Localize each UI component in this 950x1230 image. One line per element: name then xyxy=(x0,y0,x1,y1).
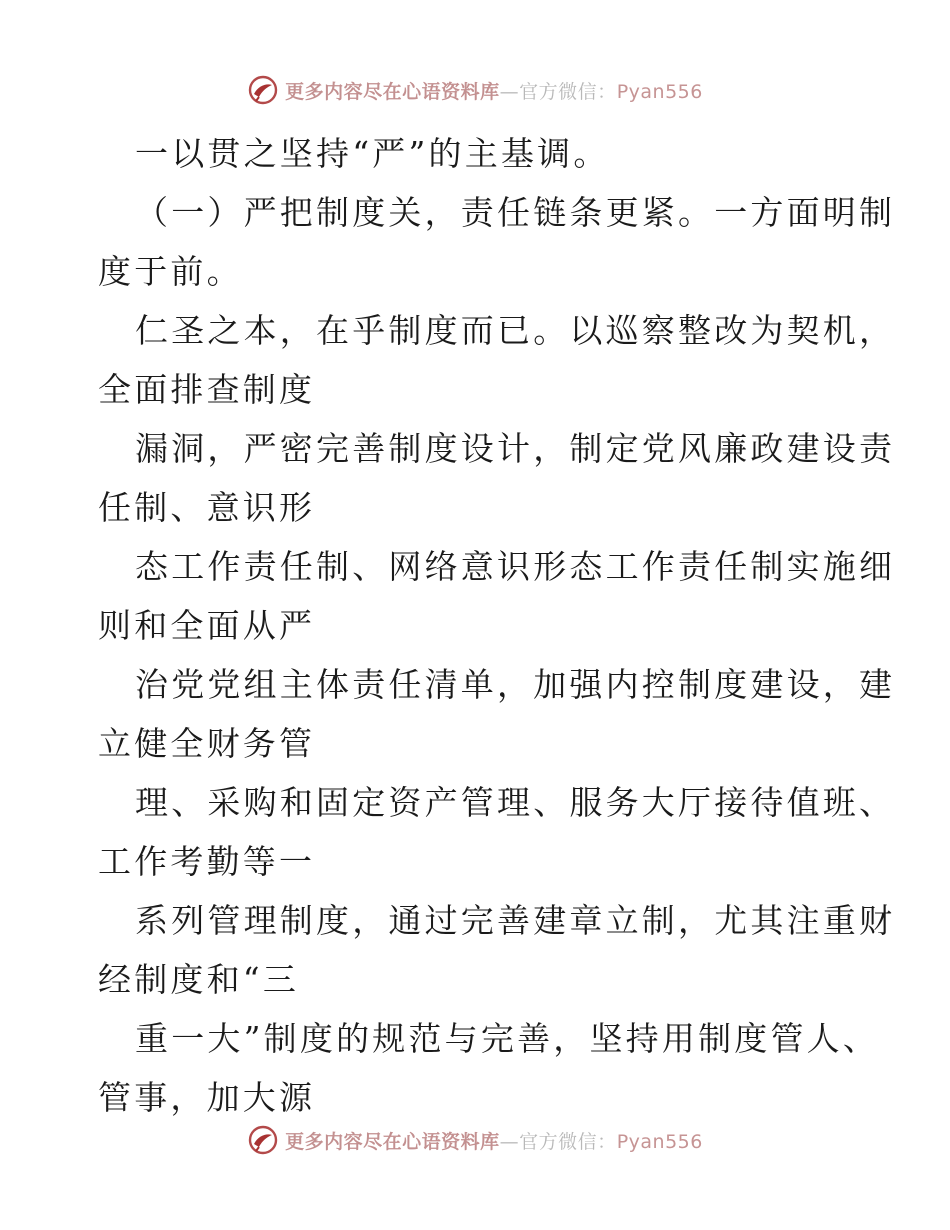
body-line: 立健全财务管 xyxy=(98,724,316,763)
body-line: 经制度和“三 xyxy=(98,960,300,999)
watermark-separator: — xyxy=(499,1130,520,1153)
ink-pen-logo-icon xyxy=(247,74,279,106)
watermark-wechat-id: Pyan556 xyxy=(616,80,703,103)
watermark-separator: — xyxy=(499,80,520,103)
body-line: 重一大”制度的规范与完善，坚持用制度管人、 xyxy=(135,1019,880,1058)
body-line: 态工作责任制、网络意识形态工作责任制实施细 xyxy=(135,547,896,586)
body-line: 系列管理制度，通过完善建章立制，尤其注重财 xyxy=(135,901,896,940)
footer-watermark xyxy=(0,1120,950,1160)
watermark-text xyxy=(285,1127,703,1154)
body-line: 治党党组主体责任清单，加强内控制度建设，建 xyxy=(135,665,896,704)
body-line: 则和全面从严 xyxy=(98,606,316,645)
ink-pen-logo-icon xyxy=(247,1124,279,1156)
watermark-brand: 更多内容尽在心语资料库 xyxy=(285,1130,500,1153)
body-line: 漏洞，严密完善制度设计，制定党风廉政建设责 xyxy=(135,429,896,468)
watermark-wechat-label: 官方微信： xyxy=(519,80,617,103)
watermark-text xyxy=(285,77,703,104)
watermark-brand: 更多内容尽在心语资料库 xyxy=(285,80,500,103)
header-watermark xyxy=(0,70,950,110)
watermark-wechat-id: Pyan556 xyxy=(616,1130,703,1153)
body-line: 理、采购和固定资产管理、服务大厅接待值班、 xyxy=(135,783,896,822)
body-line: 任制、意识形 xyxy=(98,488,316,527)
body-line: 仁圣之本，在乎制度而已。以巡察整改为契机， xyxy=(135,311,896,350)
body-line: 工作考勤等一 xyxy=(98,842,316,881)
watermark-wechat-label: 官方微信： xyxy=(519,1130,617,1153)
document-body xyxy=(98,124,896,1127)
body-line: 一以贯之坚持“严”的主基调。 xyxy=(135,134,610,173)
body-line: 度于前。 xyxy=(98,252,243,291)
body-line: 全面排查制度 xyxy=(98,370,316,409)
body-line: 管事，加大源 xyxy=(98,1078,316,1117)
body-line: （一）严把制度关，责任链条更紧。一方面明制 xyxy=(135,193,896,232)
